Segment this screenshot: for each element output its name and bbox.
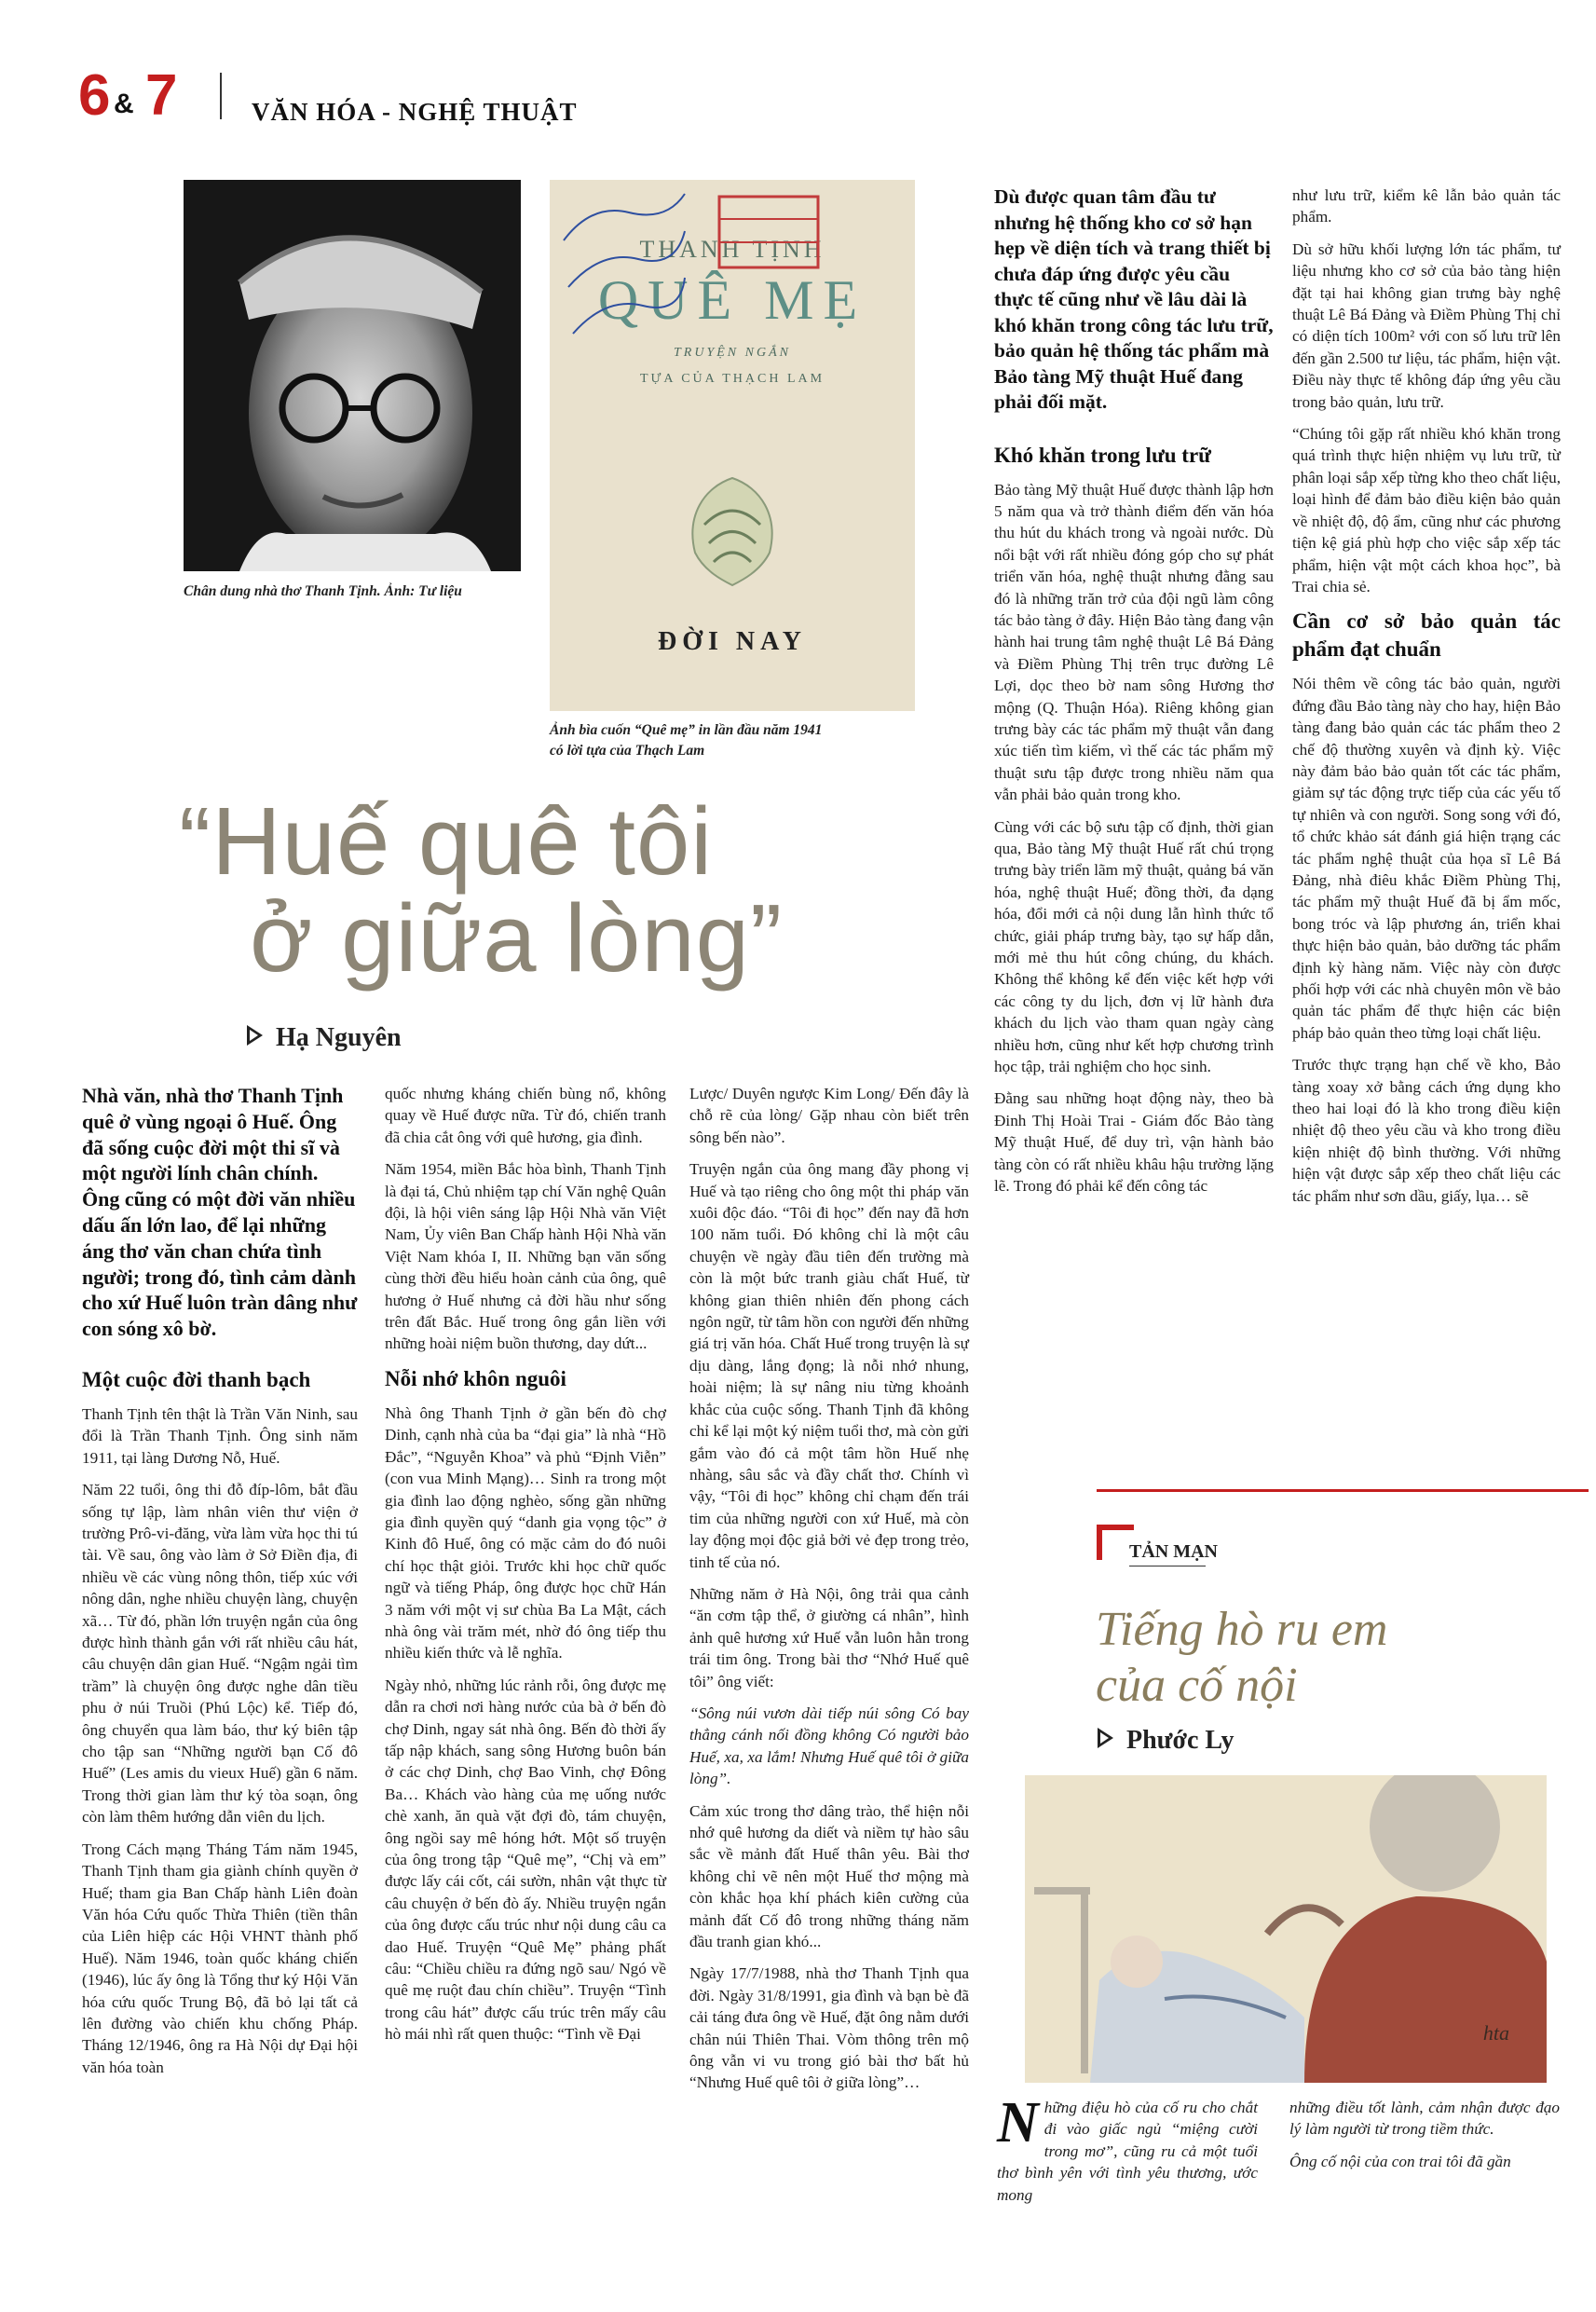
tanman-author: Phước Ly [1126,1726,1235,1755]
museum-paragraph: Đằng sau những hoạt động này, theo bà Đinh Thị Hoài Trai - Giám đốc Bảo tàng Mỹ thuật Huế, để duy trì, vận hành bảo tàng còn có rất nhiều khâu hậu trường lặng lẽ. Trong đó phải kể đến công tác [994,1089,1274,1196]
cover-caption-line2: có lời tựa của Thạch Lam [550,743,705,759]
museum-paragraph: Bảo tàng Mỹ thuật Huế được thành lập hơn 5 năm qua và trở thành điểm đến văn hóa thu hút du khách trong và ngoài nước. Dù nổi bật với rất nhiều đóng góp cho sự phát triển văn hóa, nghệ thuật nhưng đằng sau đó là những trăn trở của đội ngũ làm công tác bảo tàng ở đây. Hiện Bảo tàng đang vận hành hai trung tâm nghệ thuật Lê Bá Đảng và Điềm Phùng Thị trên trục đường Lê Lợi, dọc theo bờ nam sông Hương thơ mộng (Q. Thuận Hóa). Riêng không gian trưng bày các tác phẩm mỹ thuật vẫn đang xúc tiến tìm kiếm, vì thế các tác phẩm mỹ thuật sưu tập được trong nhiều năm qua vẫn phải bảo quản trong kho. [994,480,1274,804]
portrait-caption: Chân dung nhà thơ Thanh Tịnh. Ảnh: Tư liệu [184,583,462,599]
article-paragraph: Truyện ngắn của ông mang đầy phong vị Huế và tạo riêng cho ông một thi pháp văn xuôi độc đáo. “Tôi đi học” đến nay đã hơn 100 năm tuổi. Đó không chỉ là một câu chuyện về ngày đầu tiên đến trường mà còn là một bức tranh giàu chất Huế, từ không gian thiên nhiên đến phong cách ngôn ngữ, từ tâm hồn con người đến những giá trị văn hóa. Chất Huế trong truyện là sự dịu dàng, lắng đọng; là nỗi nhớ nhung, hoài niệm; là sự nâng niu từng khoảnh khắc của cuộc sống. Thanh Tịnh đã không chỉ kể lại một ký niệm tuổi thơ, mà còn gửi gắm vào đó cả một tâm hồn Huế nhẹ nhàng, sâu sắc và đầy chất thơ. Chính vì vậy, “Tôi đi học” không chỉ chạm đến trái tim của những người con xứ Huế, mà còn lay động mọi độc giả bởi vẻ đẹp trong trẻo, tinh tế của nó. [689,1160,969,1571]
museum-paragraph: Dù sở hữu khối lượng lớn tác phẩm, tư liệu nhưng kho cơ sở của bảo tàng hiện đặt tại hai không gian trưng bày nghệ thuật Lê Bá Đảng và Điềm Phùng Thị chỉ có diện tích 100m² với con số lưu trữ lên đến gần 2.500 tư liệu, tác phẩm, hiện vật. Điều này thực tế không đáp ứng yêu cầu trong bảo quản, lưu trữ. [1292,239,1561,411]
museum-paragraph: như lưu trữ, kiểm kê lẫn bảo quản tác phẩm. [1292,186,1561,226]
cover-title: QUÊ MẸ [597,269,867,331]
article-poem: “Sông núi vươn dài tiếp núi sông Có bay thẳng cánh nối đồng không Có người bảo Huế, xa, xa lắm! Nhưng Huế quê tôi ở giữa lòng”. [689,1703,969,1788]
book-cover-photo [550,180,915,711]
tanman-paragraph: những điều tốt lành, cảm nhận được đạo lý làm người từ trong tiềm thức. [1289,2099,1560,2139]
article-title-line2: ở giữa lòng” [250,884,784,992]
cover-handwriting [554,185,694,352]
tanman-text-left [997,2091,1258,2206]
tanman-dropcap: N [997,2091,1039,2155]
tanman-text-right [1289,2097,1560,2182]
museum-subhead-2: Cần cơ sở bảo quản tác phẩm đạt chuẩn [1292,609,1561,662]
cover-genre: TRUYỆN NGẮN [674,346,791,360]
cover-author: THANH TỊNH [639,236,825,263]
tanman-text-left-body: hững điệu hò của cố ru cho chắt đi vào giấc ngủ “miệng cười trong mơ”, cũng ru cả một tuổi thơ bình yên với tình yêu thương, ước mong [997,2099,1258,2204]
cover-stamp [714,191,825,275]
article-paragraph: Ngày 17/7/1988, nhà thơ Thanh Tịnh qua đời. Ngày 31/8/1991, gia đình và bạn bè đã cải táng đưa ông về Huế, đặt ông nằm dưới chân núi Thiên Thai. Vòm thông trên mộ ông vẫn vi vu trong gió bài thơ bất hủ “Nhưng Huế quê tôi ở giữa lòng”… [689,1964,969,2092]
tanman-title-line2: của cố nội [1096,1659,1298,1712]
section-title: VĂN HÓA - NGHỆ THUẬT [252,98,578,126]
museum-column-1 [994,185,1274,1208]
museum-subhead-1: Khó khăn trong lưu trữ [994,443,1211,467]
tanman-illustration [1025,1775,1547,2083]
article-paragraph: Ngày nhỏ, những lúc rảnh rỗi, ông được mẹ dẫn ra chơi nơi hàng nước của bà ở bến đò chợ Dinh, ngay sát nhà ông. Bến đò thời ấy tấp nập khách, sang sông Hương buôn bán ở các chợ Dinh, chợ Bao Vinh, chợ Đông Ba… Khách vào hàng của mẹ uống nước chè xanh, ăn quà vặt đợi đò, tám chuyện, ông ngồi say mê hóng hớt. Một số truyện của ông trong tập “Quê mẹ”, “Chị và em” được lấy cái cốt, cái sườn, nhân vật thực từ câu chuyện ở bến đò ấy. Nhiều truyện ngắn của ông được cấu trúc như nội dung câu ca dao Huế. Truyện “Quê Mẹ” phảng phất câu: “Chiều chiều ra đứng ngõ sau/ Ngó về quê mẹ ruột đau chín chiều”. Truyện “Tình trong câu hát” được cấu trúc trên mấy câu hò mái nhì rất quen thuộc: “Tình về Đại [385,1676,666,2044]
article-paragraph: Lược/ Duyên ngược Kim Long/ Đến đây là chỗ rẽ của lòng/ Gặp nhau còn biết trên sông bến nào”. [689,1085,969,1146]
article-paragraph: Trong Cách mạng Tháng Tám năm 1945, Thanh Tịnh tham gia giành chính quyền ở Huế; tham gia Ban Chấp hành Liên đoàn Văn hóa Cứu quốc Thừa Thiên (tiền thân của Liên hiệp các Hội VHNT thành phố Huế). Năm 1946, toàn quốc kháng chiến (1946), lúc ấy ông là Tổng thư ký Hội Văn hóa cứu quốc Trung Bộ, đã bỏ lại tất cả lên đường vào chiến khu chống Pháp. Tháng 12/1946, ông ra Hà Nội dự Đại hội văn hóa toàn [82,1840,358,2076]
article-column-1 [82,1083,358,2088]
tanman-label: TẢN MẠN [1129,1541,1218,1562]
museum-lead: Dù được quan tâm đầu tư nhưng hệ thống kho cơ sở hạn hẹp về diện tích và trang thiết bị chưa đáp ứng được yêu cầu thực tế cũng như về lâu dài là khó khăn trong công tác lưu trữ, bảo quản hệ thống tác phẩm mà Bảo tàng Mỹ thuật Huế đang phải đối mặt. [994,185,1274,413]
article-subhead-2: Nỗi nhớ khôn nguôi [385,1366,566,1390]
museum-paragraph: “Chúng tôi gặp rất nhiều khó khăn trong quá trình thực hiện nhiệm vụ lưu trữ, từ phân loại sắp xếp từng kho theo chất liệu, loại hình để đảm bảo điều kiện bảo quản về nhiệt độ, độ ẩm, cũng như các phương tiện kệ giá phù hợp cho việc sắp xếp tác phẩm, hiện vật một cách khoa học”, bà Trai chia sẻ. [1292,425,1561,595]
article-author: Hạ Nguyên [276,1023,402,1052]
article-subhead-1: Một cuộc đời thanh bạch [82,1367,311,1391]
article-paragraph: Nhà ông Thanh Tịnh ở gần bến đò chợ Dinh, cạnh nhà của ba “đại gia” là nhà “Hồ Đắc”, “Nguyễn Khoa” và phủ “Định Viễn” (con vua Minh Mạng)… Sinh ra trong một gia đình lao động nghèo, sống gần những gia đình quyền quý “danh gia vọng tộc” ở Kinh đô Huế, ông có mặc cảm do đó nuôi chí học thật giỏi. Trước khi học chữ quốc ngữ và tiếng Pháp, ông được học chữ Hán 3 năm với một vị sư chùa Ba La Mật, cách nhà ông vài trăm mét, nhờ đó ông tiếp thu nhiều kiến thức và lễ nghĩa. [385,1403,666,1662]
cover-emblem [676,469,788,590]
cover-publisher: ĐỜI NAY [658,627,807,656]
cover-preface: TỰA CỦA THẠCH LAM [639,372,825,386]
article-title-line1: “Huế quê tôi [179,787,714,895]
article-column-2 [385,1083,666,2056]
header-divider [220,73,222,119]
article-paragraph: Năm 22 tuổi, ông thi đỗ đíp-lôm, bắt đầu sống tự lập, làm nhân viên thư viện ở trường Prô-vi-đăng, vừa làm vừa học thi tú tài. Về sau, ông vào làm ở Sở Điền địa, đi nhiều về các vùng nông thôn, tiếp xúc với nông dân, nghe nhiều chuyện làng, chuyện xã… Từ đó, phần lớn truyện ngắn của ông được hình thành gắn với rất nhiều câu hát, câu chuyện dân gian Huế. “Ngậm ngải tìm trầm” là chuyện ông được nghe dân tiều phu ở núi Truồi (Phú Lộc) kể. Tiếp đó, ông chuyển qua làm báo, thư ký biên tập cho tập san “Những người bạn Cố đô Huế” (Les amis du vieux Huế) gần 6 năm. Trong thời gian làm thư ký tòa soạn, ông còn làm thêm hướng dẫn viên du lịch. [82,1481,358,1826]
museum-column-2 [1292,185,1561,1217]
article-paragraph: Năm 1954, miền Bắc hòa bình, Thanh Tịnh là đại tá, Chủ nhiệm tạp chí Văn nghệ Quân đội, là hội viên sáng lập Hội Nhà văn Việt Nam, Ủy viên Ban Chấp hành Hội Nhà văn Việt Nam khóa I, II. Những bạn văn sống cùng thời đều hiểu hoàn cảnh của ông, quê hương ở Huế nhưng cả đời hầu như sống trên đất Bắc. Huế trong ông gắn liền với những hoài niệm buồn thương, day dứt... [385,1160,666,1353]
tanman-byline [1098,1726,1235,1756]
tanman-title-line1: Tiếng hò ru em [1096,1603,1388,1656]
article-lead: Nhà văn, nhà thơ Thanh Tịnh quê ở vùng ngoại ô Huế. Ông đã sống cuộc đời một thi sĩ và một người lính chân chính. Ông cũng có một đời văn nhiều dấu ấn lớn lao, để lại những áng thơ văn chan chứa tình người; trong đó, tình cảm dành cho xứ Huế luôn tràn dâng như con sóng xô bờ. [82,1084,358,1341]
article-paragraph: Những năm ở Hà Nội, ông trải qua cảnh “ăn cơm tập thể, ở giường cá nhân”, hình ảnh quê hương xứ Huế vẫn luôn hằn trong trái tim ông. Trong bài thơ “Nhớ Huế quê tôi” ông viết: [689,1584,969,1690]
tanman-paragraph: Ông cố nội của con trai tôi đã gần [1289,2152,1511,2170]
museum-paragraph: Nói thêm về công tác bảo quản, người đứng đầu Bảo tàng này cho hay, hiện Bảo tàng đang bảo quản các tác phẩm theo 2 chế độ thường xuyên và định kỳ. Việc này đảm bảo bảo quản tốt các tác phẩm, giảm sự tác động trực tiếp của các yếu tố tự nhiên và con người. Song song với đó, tổ chức khảo sát đánh giá hiện trạng các tác phẩm nghệ thuật của họa sĩ Lê Bá Đảng, nhà điêu khắc Điềm Phùng Thị, tác phẩm mỹ thuật Huế đã bị ẩm mốc, bong tróc và lập phương án, triển khai thực hiện bảo quản, bảo dưỡng tác phẩm định kỳ hàng năm. Việc này còn được phối hợp với các nhà chuyên môn về bảo quản tác phẩm để thực hiện các biện pháp bảo quản theo từng loại chất liệu. [1292,675,1561,1042]
article-paragraph: quốc nhưng kháng chiến bùng nổ, không quay về Huế được nữa. Từ đó, chiến tranh đã chia cắt ông với quê hương, gia đình. [385,1085,666,1146]
tanman-bracket-icon [1097,1525,1134,1560]
article-byline [247,1023,402,1053]
museum-paragraph: Trước thực trạng hạn chế về kho, Bảo tàng xoay xở bằng cách ứng dụng kho theo hai loại đó là kho trong điều kiện nhiệt độ theo yêu cầu và kho trong điều kiện nhiệt độ bình thường. Với những hiện vật được sắp xếp theo chất liệu các tác phẩm như sơn dầu, giấy, lụa… sẽ [1292,1056,1561,1205]
page-number-amp: & [114,89,134,119]
article-paragraph: Thanh Tịnh tên thật là Trần Văn Ninh, sau đổi là Trần Thanh Tịnh. Ông sinh năm 1911, tại làng Dương Nỗ, Huế. [82,1404,358,1467]
byline-triangle-icon [247,1025,263,1046]
article-paragraph: Cảm xúc trong thơ dâng trào, thể hiện nỗi nhớ quê hương da diết và niềm tự hào sâu sắc về mảnh đất Huế thân yêu. Bài thơ không chỉ vẽ nên một Huế thơ mộng mà còn khắc họa khí phách kiên cường của mảnh đất Cố đô trong những tháng năm đầu tranh gian khó... [689,1801,969,1951]
museum-paragraph: Cùng với các bộ sưu tập cố định, thời gian qua, Bảo tàng Mỹ thuật Huế rất chú trọng trưng bày triển lãm mỹ thuật, quảng bá văn hóa, nghệ thuật Huế; đồng thời, đa dạng hóa, đổi mới cả nội dung lẫn hình thức tổ chức, giải pháp trưng bày, tạo sự hấp dẫn, mới mẻ thu hút công chúng, du khách. Không thể không kể đến việc kết hợp với các công ty du lịch, đơn vị lữ hành đưa khách du lịch vào tham quan ngày càng nhiều hơn, cũng như kết hợp chương trình học tập, trải nghiệm cho học sinh. [994,817,1274,1076]
article-column-3 [689,1083,969,2104]
tanman-rule [1097,1489,1589,1492]
portrait-photo [184,180,521,571]
page-number-right: 7 [145,63,178,128]
tanman-byline-triangle-icon [1098,1728,1113,1748]
page-number-left: 6 [78,63,111,128]
cover-caption-line1: Ảnh bìa cuốn “Quê mẹ” in lần đầu năm 1941 [550,722,823,738]
illustration-signature: hta [1482,2021,1509,2045]
